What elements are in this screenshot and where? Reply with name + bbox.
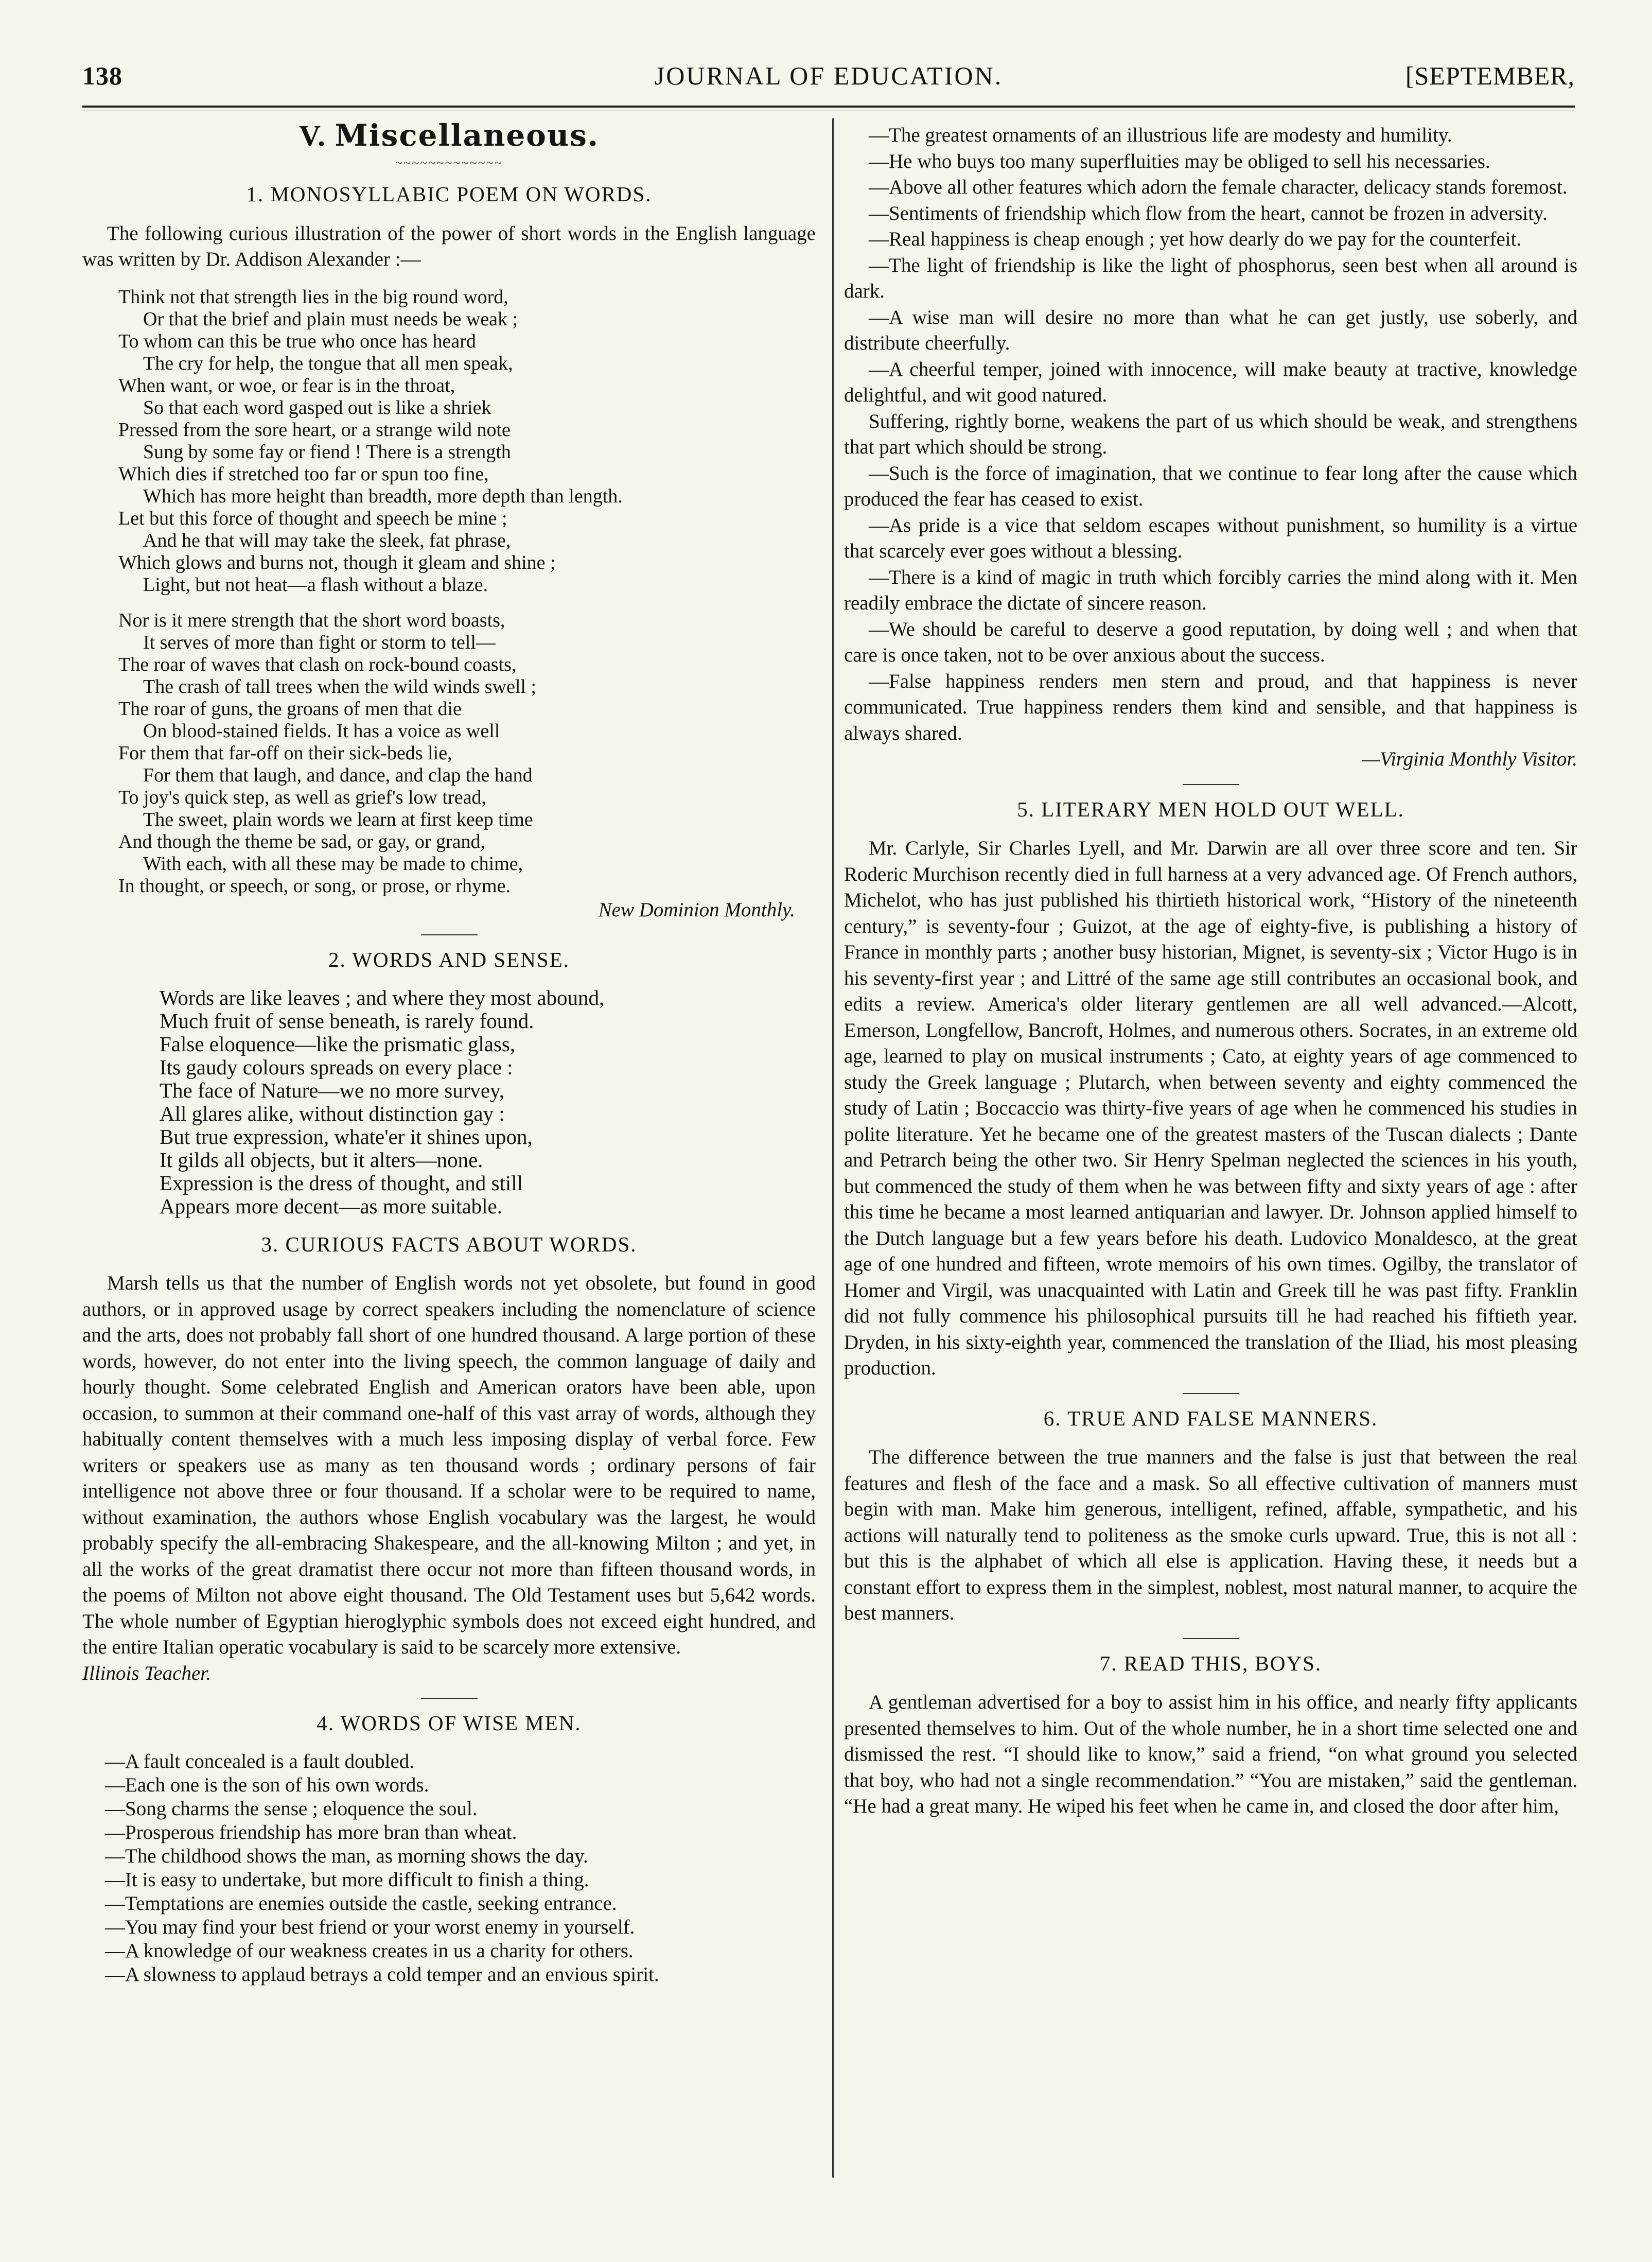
maxim: —Sentiments of friendship which flow from the heart, cannot be frozen in adversity. <box>869 202 1548 224</box>
poem-line: When want, or woe, or fear is in the throat, <box>118 374 455 396</box>
maxim: —The childhood shows the man, as morning shows the day. <box>105 1845 588 1867</box>
poem-line: The crash of tall trees when the wild winds swell ; <box>143 675 537 698</box>
poem-line: For them that far-off on their sick-beds lie, <box>118 742 452 764</box>
verse-line: Its gaudy colours spreads on every place : <box>160 1055 513 1079</box>
poem-line: And though the theme be sad, or gay, or grand, <box>118 830 486 852</box>
maxim: —You may find your best friend or your worst enemy in yourself. <box>105 1916 635 1938</box>
article-source: —Virginia Monthly Visitor. <box>1362 748 1577 770</box>
section-divider <box>1183 1638 1239 1639</box>
verse-line: Much fruit of sense beneath, is rarely found. <box>160 1008 534 1033</box>
maxim: —He who buys too many superfluities may be obliged to sell his necessaries. <box>869 150 1490 172</box>
header-rule <box>82 106 1575 108</box>
running-head <box>82 61 1575 107</box>
verse-line: It gilds all objects, but it alters—none. <box>160 1147 483 1172</box>
poem-line: Or that the brief and plain must needs be weak ; <box>143 308 518 330</box>
maxim: —Above all other features which adorn the female character, delicacy stands foremost. <box>869 176 1568 198</box>
verse-block <box>82 986 816 1218</box>
poem-line: The sweet, plain words we learn at first keep time <box>143 808 533 830</box>
section-title <box>82 118 816 153</box>
verse-line: The face of Nature—we no more survey, <box>160 1078 505 1102</box>
article-heading: 2. WORDS AND SENSE. <box>328 948 570 971</box>
article-body: Marsh tells us that the number of English words not yet obsolete, but found in good authors, or in approved usage by correct speakers including the nomenclature of science and the arts, does not probably fall short of one hundred thousand. A large portion of these words, however, do not enter into the living speech, the common language of daily and hourly thought. Some celebrated English and American orators have been able, upon occasion, to summon at their command one-half of this vast array of words, although they habitually content themselves with a much less imposing display of verbal force. Few writers or speakers use as many as ten thousand words ; ordinary persons of fair intelligence not above three or four thousand. If a scholar were to be required to name, without examination, the authors whose English vocabulary was the largest, he would probably specify the all-embracing Shakespeare, and the all-knowing Milton ; and yet, in all the works of the great dramatist there occur not more than fifteen thousand words, in the poems of Milton not above eight thousand. The Old Testament uses but 5,642 words. The whole number of Egyptian hieroglyphic symbols does not exceed eight hundred, and the entire Italian operatic vocabulary is said to be scarcely more extensive. <box>82 1272 816 1658</box>
poem-line: To whom can this be true who once has heard <box>118 330 476 352</box>
maxim: —A fault concealed is a fault doubled. <box>105 1750 415 1772</box>
maxim: Suffering, rightly borne, weakens the part of us which should be weak, and strengthens that part which should be strong. <box>844 410 1577 458</box>
right-column <box>844 123 1577 1820</box>
verse-line: But true expression, whate'er it shines upon, <box>160 1124 533 1149</box>
poem-line: Think not that strength lies in the big round word, <box>118 286 508 308</box>
section-divider <box>1183 784 1239 785</box>
article-heading: 4. WORDS OF WISE MEN. <box>317 1711 582 1735</box>
section-numeral: V. <box>299 119 326 152</box>
poem-line: Pressed from the sore heart, or a strange wild note <box>118 419 511 441</box>
poem-line: In thought, or speech, or song, or prose, or rhyme. <box>118 875 511 897</box>
article-source: New Dominion Monthly. <box>598 898 795 921</box>
column-divider <box>832 118 834 2178</box>
verse-line: Appears more decent—as more suitable. <box>160 1194 503 1218</box>
poem-line: Which glows and burns not, though it gleam and shine ; <box>118 551 556 573</box>
article-heading: 7. READ THIS, BOYS. <box>1099 1651 1322 1675</box>
poem-line: Let but this force of thought and speech be mine ; <box>118 507 507 529</box>
ornamental-rule: ~~~~~~~~~~~~~ <box>395 155 503 170</box>
article-heading: 6. TRUE AND FALSE MANNERS. <box>1043 1406 1378 1430</box>
verse-line: Words are like leaves ; and where they most abound, <box>160 985 605 1010</box>
maxim: —Prosperous friendship has more bran than wheat. <box>105 1821 517 1843</box>
article-heading: 5. LITERARY MEN HOLD OUT WELL. <box>1017 797 1404 821</box>
poem-line: Nor is it mere strength that the short word boasts, <box>118 609 505 631</box>
poem-stanza-2 <box>82 610 816 897</box>
maxim: —The light of friendship is like the light of phosphorus, seen best when all around is dark. <box>844 254 1577 302</box>
poem-line: The roar of waves that clash on rock-bound coasts, <box>118 653 517 675</box>
maxim: —The greatest ornaments of an illustrious life are modesty and humility. <box>869 124 1452 146</box>
maxim-list <box>82 1750 816 1987</box>
poem-line: To joy's quick step, as well as grief's low tread, <box>118 786 486 808</box>
poem-line: With each, with all these may be made to chime, <box>143 852 523 875</box>
article-body: A gentleman advertised for a boy to assist him in his office, and nearly fifty applicants presented themselves to him. Out of the whole number, he in a short time selected one and dismissed the rest. “I should like to know,” said a friend, “on what ground you selected that boy, who had not a single recommendation.” “You are mistaken,” said the gentleman. “He had a great many. He wiped his feet when he came in, and closed the door after him, <box>844 1691 1577 1817</box>
poem-line: So that each word gasped out is like a shriek <box>143 396 491 419</box>
poem-line: It serves of more than fight or storm to tell— <box>143 631 496 653</box>
maxim: —Temptations are enemies outside the castle, seeking entrance. <box>105 1892 617 1915</box>
maxim: —A wise man will desire no more than what he can get justly, use soberly, and distribute cheerfully. <box>844 306 1577 354</box>
maxim: —Song charms the sense ; eloquence the soul. <box>105 1797 478 1820</box>
verse-line: False eloquence—like the prismatic glass, <box>160 1032 516 1056</box>
poem-line: Sung by some fay or fiend ! There is a strength <box>143 441 511 463</box>
maxim: —A slowness to applaud betrays a cold temper and an envious spirit. <box>105 1963 659 1986</box>
poem-line: The roar of guns, the groans of men that die <box>118 698 462 720</box>
poem-line: For them that laugh, and dance, and clap the hand <box>143 764 533 786</box>
maxim: —As pride is a vice that seldom escapes without punishment, so humility is a virtue that scarcely ever goes without a blessing. <box>844 514 1577 562</box>
article-heading: 1. MONOSYLLABIC POEM ON WORDS. <box>246 182 652 206</box>
maxim: —It is easy to undertake, but more difficult to finish a thing. <box>105 1868 589 1891</box>
poem-stanza-1 <box>82 286 816 596</box>
poem-line: On blood-stained fields. It has a voice as well <box>143 720 500 742</box>
issue-month: [SEPTEMBER, <box>1405 61 1575 90</box>
maxim: —There is a kind of magic in truth which forcibly carries the mind along with it. Men readily embrace the dictate of sincere reason. <box>844 566 1577 614</box>
section-divider <box>421 1698 478 1699</box>
maxim: —A knowledge of our weakness creates in us a charity for others. <box>105 1939 634 1962</box>
left-column <box>82 118 816 1987</box>
journal-title: JOURNAL OF EDUCATION. <box>654 61 1003 90</box>
poem-line: Light, but not heat—a flash without a blaze. <box>143 573 488 596</box>
section-name: Miscellaneous. <box>335 118 599 153</box>
article-heading: 3. CURIOUS FACTS ABOUT WORDS. <box>261 1232 637 1256</box>
verse-line: Expression is the dress of thought, and still <box>160 1171 523 1195</box>
poem-line: Which has more height than breadth, more depth than length. <box>143 485 623 507</box>
article-source: Illinois Teacher. <box>82 1662 211 1684</box>
maxim: —False happiness renders men stern and proud, and that happiness is never communicated. True happiness renders them kind and sensible, and that happiness is always shared. <box>844 670 1577 744</box>
page-number: 138 <box>82 61 122 90</box>
maxim: —A cheerful temper, joined with innocence, will make beauty at tractive, knowledge delightful, and wit good natured. <box>844 358 1577 406</box>
maxim: —Such is the force of imagination, that we continue to fear long after the cause which produced the fear has ceased to exist. <box>844 462 1577 510</box>
article-body: The difference between the true manners and the false is just that between the real features and flesh of the face and a mask. So all effective cultivation of manners must begin with man. Make him generous, intelligent, refined, affable, sympathetic, and his actions will naturally tend to politeness as the smoke curls upward. True, this is not all : but this is the alphabet of which all else is application. Having these, it needs but a constant effort to express them in the simplest, noblest, most natural manner, to acquire the best manners. <box>844 1446 1577 1624</box>
maxim: —We should be careful to deserve a good reputation, by doing well ; and when that care is once taken, not to be over anxious about the success. <box>844 618 1577 666</box>
verse-line: All glares alike, without distinction gay : <box>160 1101 505 1125</box>
maxim: —Real happiness is cheap enough ; yet how dearly do we pay for the counterfeit. <box>869 228 1522 250</box>
poem-line: Which dies if stretched too far or spun too fine, <box>118 463 489 485</box>
section-divider <box>421 934 478 935</box>
article-body: Mr. Carlyle, Sir Charles Lyell, and Mr. Darwin are all over three score and ten. Sir Roderic Murchison recently died in full harness at a very advanced age. Of French authors, Michelot, who has just published his thirtieth historical work, “History of the nineteenth century,” is seventy-four ; Guizot, at the age of eighty-five, is publishing a history of France in monthly parts ; another busy historian, Mignet, is seventy-six ; Victor Hugo is in his seventy-first year ; and Littré of the same age still contributes an occasional book, and edits a review. America's older literary gentlemen are all well advanced.—Alcott, Emerson, Longfellow, Bancroft, Holmes, and numerous others. Socrates, in an extreme old age, learned to play on musical instruments ; Cato, at eighty years of age commenced to study the Greek language ; Plutarch, when between seventy and eighty commenced the study of Latin ; Boccaccio was thirty-five years of age when he commenced his studies in polite literature. Yet he became one of the greatest masters of the Tuscan dialects ; Dante and Petrarch being the other two. Sir Henry Spelman neglected the sciences in his youth, but commenced the study of them when he was between fifty and sixty years of age : after this time he became a most learned antiquarian and lawyer. Dr. Johnson applied himself to the Dutch language but a few years before his death. Ludovico Monaldesco, at the great age of one hundred and fifteen, wrote memoirs of his own times. Ogilby, the translator of Homer and Virgil, was unacquainted with Latin and Greek till he was past fifty. Franklin did not fully commence his philosophical pursuits till he had reached his fiftieth year. Dryden, in his sixty-eighth year, commenced the translation of the Iliad, his most pleasing production. <box>844 837 1577 1379</box>
poem-line: The cry for help, the tongue that all men speak, <box>143 352 513 374</box>
article-intro: The following curious illustration of the power of short words in the English language was written by Dr. Addison Alexander :— <box>82 222 816 270</box>
section-divider <box>1183 1393 1239 1394</box>
maxim-list-continued <box>844 123 1577 746</box>
maxim: —Each one is the son of his own words. <box>105 1773 429 1796</box>
poem-line: And he that will may take the sleek, fat phrase, <box>143 529 511 551</box>
